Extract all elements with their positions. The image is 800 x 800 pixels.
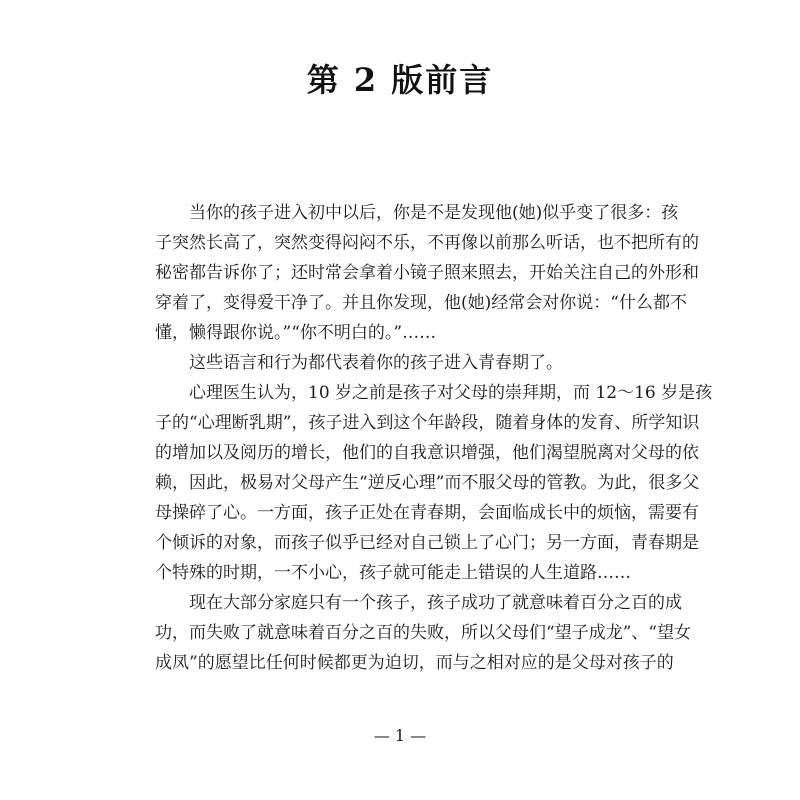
- text-line: 个倾诉的对象，而孩子似乎已经对自己锁上了心门；另一方面，青春期是: [155, 533, 699, 553]
- page-number: — 1 —: [373, 726, 427, 745]
- text-line: 当你的孩子进入初中以后，你是不是发现他(她)似乎变了很多：孩: [189, 203, 679, 223]
- text-line: 赖，因此，极易对父母产生“逆反心理”而不服父母的管教。为此，很多父: [155, 473, 700, 493]
- paragraph: [155, 198, 699, 348]
- text-line: 懂，懒得跟你说。”“你不明白的。”……: [155, 323, 437, 343]
- paragraph: [155, 588, 692, 678]
- body-text: [155, 198, 713, 678]
- text-line: 穿着了，变得爱干净了。并且你发现，他(她)经常会对你说：“什么都不: [155, 293, 687, 313]
- text-line: 成凤”的愿望比任何时候都更为迫切，而与之相对应的是父母对孩子的: [155, 653, 674, 673]
- text-line: 这些语言和行为都代表着你的孩子进入青春期了。: [189, 353, 563, 373]
- text-line: 子的“心理断乳期”，孩子进入到这个年龄段，随着身体的发育、所学知识: [155, 413, 700, 433]
- text-line: 的增加以及阅历的增长，他们的自我意识增强，他们渴望脱离对父母的依: [155, 443, 699, 463]
- text-line: 母操碎了心。一方面，孩子正处在青春期，会面临成长中的烦恼，需要有: [155, 503, 699, 523]
- paragraph: [155, 378, 713, 588]
- text-line: 功，而失败了就意味着百分之百的失败，所以父母们“望子成龙”、“望女: [155, 623, 692, 643]
- paragraph: [155, 348, 655, 378]
- text-line: 个特殊的时期，一不小心，孩子就可能走上错误的人生道路……: [155, 563, 631, 583]
- text-line: 现在大部分家庭只有一个孩子，孩子成功了就意味着百分之百的成: [189, 593, 682, 613]
- page-title: 第 2 版前言: [306, 61, 494, 99]
- text-line: 心理医生认为，10 岁之前是孩子对父母的崇拜期，而 12～16 岁是孩: [189, 383, 713, 403]
- text-line: 秘密都告诉你了；还时常会拿着小镜子照来照去，开始关注自己的外形和: [155, 263, 699, 283]
- text-line: 子突然长高了，突然变得闷闷不乐，不再像以前那么听话，也不把所有的: [155, 233, 699, 253]
